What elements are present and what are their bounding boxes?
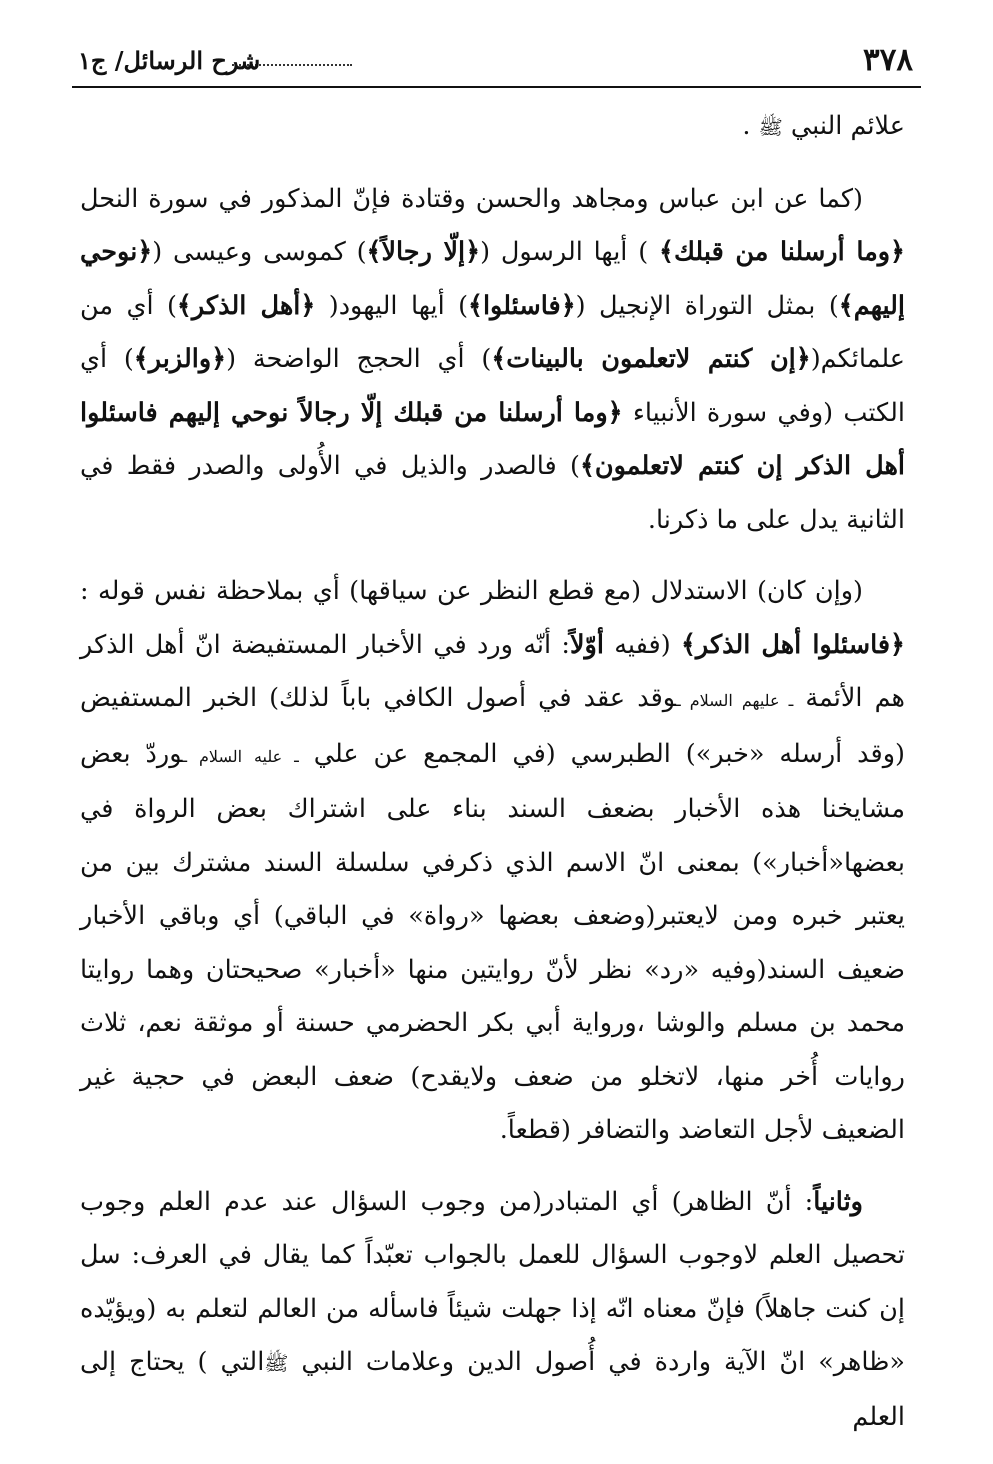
text-run: ) أي الكتب (وفي سورة الأنبياء xyxy=(80,344,905,428)
salutation-ligature: ﷺ xyxy=(264,1351,289,1375)
text-run: : أنّ الظاهر) أي المتبادر(من وجوب السؤال عند عدم العلم وجوب تحصيل العلم لاوجوب السؤال للعمل بالجواب تعبّداً كما يقال في العرف: سل إن كنت جاهلاً) فإنّ معناه انّه إذا جهلت شيئاً فاسأله من العالم لتعلم به (ويؤيّده «ظاهر» انّ الآية واردة في أُصول الدين وعلامات النبي xyxy=(80,1186,905,1377)
quran-quote: ﴿فاسئلوا أهل الذكر﴾ xyxy=(680,629,905,660)
honorific: ـ عليه السلام ـ xyxy=(182,746,299,766)
quran-quote: ﴿والزبر﴾ xyxy=(133,344,227,374)
header-rule xyxy=(72,86,921,88)
text-run: : أنّه ورد في الأخبار المستفيضة انّ أهل الذكر هم الأئمة xyxy=(80,629,905,713)
text-run: (كما عن ابن عباس ومجاهد والحسن وقتادة فإنّ المذكور في سورة النحل xyxy=(80,183,863,214)
text-run: (وإن كان) الاستدلال (مع قطع النظر عن سياقها) أي بملاحظة نفس قوله : xyxy=(80,576,863,606)
running-title: شرح الرسائل/ ج١ xyxy=(78,46,261,75)
text-run: وردّ بعض مشايخنا هذه الأخبار بضعف السند بناء على اشتراك بعض الرواة في بعضها«أخبار») بمعنى انّ الاسم الذي ذكرفي سلسلة السند مشترك بين من يعتبر خبره ومن لايعتبر(وضعف بعضها «رواة» في الباقي) أي وباقي الأخبار ضعيف السند(وفيه «رد» نظر لأنّ روايتين منها «أخبار» صحيحتان وهما روايتا محمد بن مسلم والوشا ،ورواية أبي بكر الحضرمي حسنة أو موثقة نعم، ثلاث روايات أُخر منها، لاتخلو من ضعف ولايقدح) ضعف البعض في حجية غير الضعيف لأجل التعاضد والتضافر (قطعاً. xyxy=(80,738,905,1145)
page-header xyxy=(72,40,921,84)
text-run: ) بمثل التوراة الإنجيل ( xyxy=(575,290,839,321)
text-run: ) أي الحجج الواضحة ( xyxy=(226,344,492,374)
quran-quote: ﴿وما أرسلنا من قبلك إلّا رجالاً نوحي إليهم فاسئلوا أهل الذكر إن كنتم لاتعلمون﴾ xyxy=(80,397,905,481)
salutation-ligature: ﷺ xyxy=(758,115,783,139)
honorific: ـ عليهم السلام ـ xyxy=(675,691,794,710)
paragraph-3 xyxy=(80,565,905,1158)
paragraph-2 xyxy=(80,173,905,548)
bold-term: أوّلاً xyxy=(569,629,604,660)
text-run: ) أي من علمائكم( xyxy=(80,290,905,374)
text-run: علائم النبي xyxy=(782,111,905,141)
text-run: ) فالصدر والذيل في الأُولى والصدر فقط في الثانية يدل على ما ذكرنا. xyxy=(80,451,905,535)
text-run: التي ) يحتاج إلى العلم xyxy=(80,1347,905,1432)
quran-quote: ﴿إن كنتم لاتعلمون بالبينات﴾ xyxy=(491,344,811,374)
text-run: . xyxy=(742,111,759,141)
text-run: (ففيه xyxy=(603,629,681,660)
paragraph-1 xyxy=(80,100,905,155)
text-run: وقد عقد في أصول الكافي باباً لذلك) الخبر المستفيض (وقد أرسله «خبر») الطبرسي (في المجمع عن علي xyxy=(80,683,905,769)
bold-term: وثانياً xyxy=(813,1186,863,1217)
paragraph-4 xyxy=(80,1176,905,1445)
text-run: ) كموسى وعيسى ( xyxy=(152,237,367,267)
quran-quote: ﴿وما أرسلنا من قبلك﴾ xyxy=(659,237,905,267)
quran-quote: ﴿أهل الذكر﴾ xyxy=(176,290,316,321)
page-body xyxy=(80,100,905,1444)
quran-quote: ﴿نوحي إليهم﴾ xyxy=(80,237,905,321)
quran-quote: ﴿إلّا رجالاً﴾ xyxy=(366,237,481,267)
text-run: ) أيها الرسول ( xyxy=(480,237,659,267)
text-run: ) أيها اليهود( xyxy=(315,290,469,321)
page-number: ٣٧٨ xyxy=(863,42,913,78)
quran-quote: ﴿فاسئلوا﴾ xyxy=(468,290,576,321)
